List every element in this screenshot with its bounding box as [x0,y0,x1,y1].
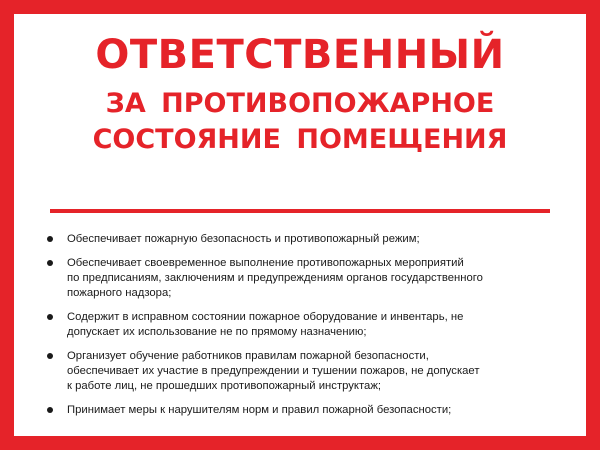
duty-item [44,403,564,418]
duty-item [44,256,564,301]
duty-text-line: по предписаниям, заключениям и предупреждениям органов государственного [67,272,483,284]
duty-text-line: Обеспечивает своевременное выполнение противопожарных мероприятий [67,257,464,269]
duty-text-line: Обеспечивает пожарную безопасность и противопожарный режим; [67,233,420,245]
bullet-icon [47,407,53,413]
sign-title: ОТВЕТСТВЕННЫЙ [95,32,505,78]
divider-line [50,209,550,213]
bullet-icon [47,260,53,266]
duty-text-line: обеспечивает их участие в предупреждении и тушении пожаров, не допускает [67,365,480,377]
duty-text-line: к работе лиц, не прошедших противопожарный инструктаж; [67,380,382,392]
duty-text-line: Организует обучение работников правилам пожарной безопасности, [67,350,429,362]
duty-item [44,349,564,394]
duty-text-line: Принимает меры к нарушителям норм и правил пожарной безопасности; [67,404,452,416]
duty-item [44,310,564,340]
sign-subtitle-line-1: ЗА ПРОТИВОПОЖАРНОЕ [105,88,495,119]
bullet-icon [47,314,53,320]
duty-text-line: пожарного надзора; [67,287,172,299]
duty-text-line: допускает их использование не по прямому назначению; [67,326,367,338]
duty-text-line: Содержит в исправном состоянии пожарное оборудование и инвентарь, не [67,311,464,323]
duty-item [44,232,564,247]
duties-list [44,232,564,427]
bullet-icon [47,236,53,242]
bullet-icon [47,353,53,359]
sign-subtitle-line-2: СОСТОЯНИЕ ПОМЕЩЕНИЯ [92,124,508,155]
